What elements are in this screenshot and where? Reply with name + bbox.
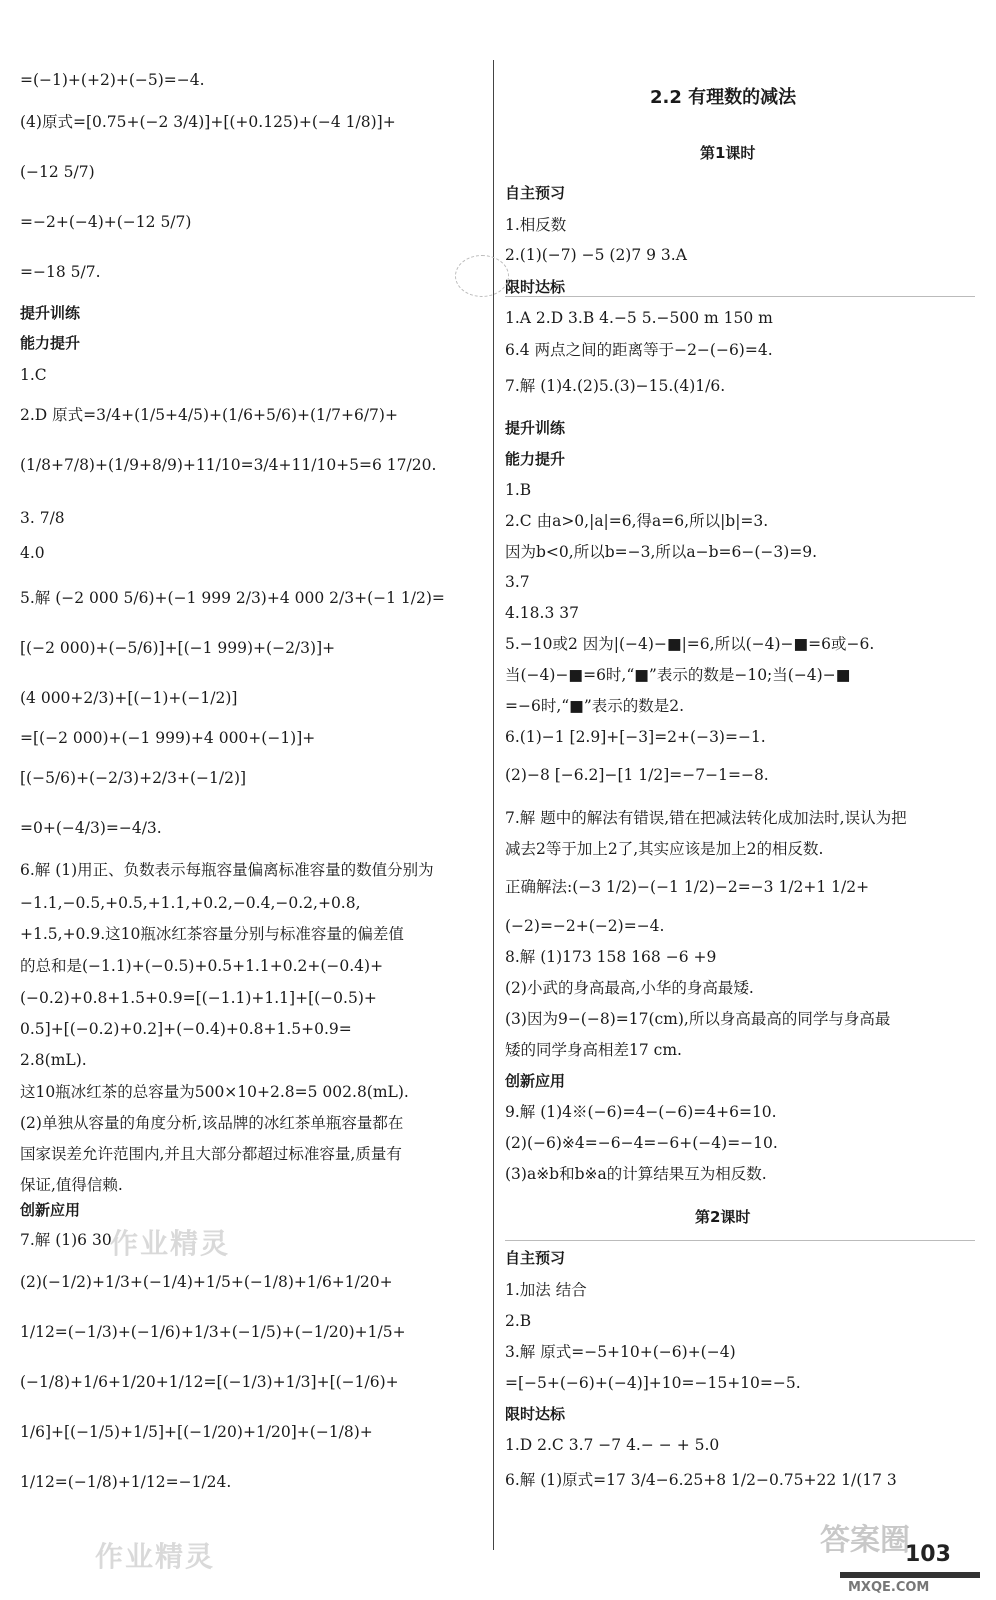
section-heading: 自主预习	[505, 1249, 566, 1267]
answer-line: 保证,值得信赖.	[20, 1176, 123, 1194]
section-heading: 提升训练	[505, 419, 566, 437]
answer-line: 5.解 (−2 000 5/6)+(−1 999 2/3)+4 000 2/3+(−1 1/2)=	[20, 589, 445, 607]
answer-line: 1.D 2.C 3.7 −7 4.− − + 5.0	[505, 1436, 720, 1454]
answer-line: 国家误差允许范围内,并且大部分都超过标准容量,质量有	[20, 1145, 402, 1163]
answer-line: =[−5+(−6)+(−4)]+10=−15+10=−5.	[505, 1374, 801, 1392]
answer-line: 这10瓶冰红茶的总容量为500×10+2.8=5 002.8(mL).	[20, 1083, 409, 1101]
answer-line: 4.0	[20, 544, 45, 562]
answer-line: (2)(−6)※4=−6−4=−6+(−4)=−10.	[505, 1134, 778, 1152]
answer-line: 3.7	[505, 573, 530, 591]
answer-line: 6.(1)−1 [2.9]+[−3]=2+(−3)=−1.	[505, 728, 766, 746]
section-heading: 限时达标	[505, 1405, 566, 1423]
section-heading: 能力提升	[20, 334, 81, 352]
answer-line: 2.B	[505, 1312, 532, 1330]
answer-line: 0.5]+[(−0.2)+0.2]+(−0.4)+0.8+1.5+0.9=	[20, 1020, 352, 1038]
answer-line: 1.相反数	[505, 216, 567, 234]
section-rule	[505, 1240, 975, 1241]
answer-line: 4.18.3 37	[505, 604, 579, 622]
answer-line: (3)a※b和b※a的计算结果互为相反数.	[505, 1165, 767, 1183]
section-heading: 提升训练	[20, 304, 81, 322]
answer-line: =−6时,“■”表示的数是2.	[505, 697, 685, 715]
answer-line: 正确解法:(−3 1/2)−(−1 1/2)−2=−3 1/2+1 1/2+	[505, 878, 870, 896]
answer-line: =(−1)+(+2)+(−5)=−4.	[20, 71, 205, 89]
watermark-url: MXQE.COM	[848, 1580, 930, 1595]
answer-line: 2.(1)(−7) −5 (2)7 9 3.A	[505, 246, 687, 264]
answer-line: 7.解 (1)4.(2)5.(3)−15.(4)1/6.	[505, 377, 726, 395]
section-heading: 能力提升	[505, 450, 566, 468]
answer-line: 6.解 (1)原式=17 3/4−6.25+8 1/2−0.75+22 1/(17 3	[505, 1471, 897, 1489]
answer-line: 3. 7/8	[20, 509, 65, 527]
answer-line: 7.解 题中的解法有错误,错在把减法转化成加法时,误认为把	[505, 809, 907, 827]
answer-line: (2)小武的身高最高,小华的身高最矮.	[505, 979, 754, 997]
answer-line: 9.解 (1)4※(−6)=4−(−6)=4+6=10.	[505, 1103, 777, 1121]
answer-line: 6.解 (1)用正、负数表示每瓶容量偏离标准容量的数值分别为	[20, 861, 434, 879]
answer-line: =0+(−4/3)=−4/3.	[20, 819, 162, 837]
lesson-heading: 第1课时	[700, 144, 756, 162]
answer-line: 当(−4)−■=6时,“■”表示的数是−10;当(−4)−■	[505, 666, 851, 684]
answer-line: [(−2 000)+(−5/6)]+[(−1 999)+(−2/3)]+	[20, 639, 336, 657]
section-heading: 自主预习	[505, 184, 566, 202]
answer-line: 1.B	[505, 481, 532, 499]
answer-line: =[(−2 000)+(−1 999)+4 000+(−1)]+	[20, 729, 316, 747]
lesson-heading: 第2课时	[695, 1208, 751, 1226]
answer-line: 1.加法 结合	[505, 1281, 587, 1299]
answer-line: (4 000+2/3)+[(−1)+(−1/2)]	[20, 689, 238, 707]
section-heading: 创新应用	[20, 1201, 81, 1219]
answer-line: =−18 5/7.	[20, 263, 101, 281]
answer-line: (4)原式=[0.75+(−2 3/4)]+[(+0.125)+(−4 1/8)]+	[20, 113, 396, 131]
answer-line: (−1/8)+1/6+1/20+1/12=[(−1/3)+1/3]+[(−1/6)+	[20, 1373, 399, 1391]
answer-line: 1.C	[20, 366, 47, 384]
answer-line: =−2+(−4)+(−12 5/7)	[20, 213, 192, 231]
page-number: 103	[905, 1542, 951, 1567]
answer-line: 1/12=(−1/3)+(−1/6)+1/3+(−1/5)+(−1/20)+1/5+	[20, 1323, 406, 1341]
answer-line: 8.解 (1)173 158 168 −6 +9	[505, 948, 717, 966]
answer-line: 1/12=(−1/8)+1/12=−1/24.	[20, 1473, 232, 1491]
answer-line: (−0.2)+0.8+1.5+0.9=[(−1.1)+1.1]+[(−0.5)+	[20, 989, 377, 1007]
answer-line: (2)单独从容量的角度分析,该品牌的冰红茶单瓶容量都在	[20, 1114, 404, 1132]
answer-line: 减去2等于加上2了,其实应该是加上2的相反数.	[505, 840, 824, 858]
watermark-text: 作业精灵	[95, 1540, 216, 1573]
answer-line: −1.1,−0.5,+0.5,+1.1,+0.2,−0.4,−0.2,+0.8,	[20, 894, 361, 912]
answer-line: +1.5,+0.9.这10瓶冰红茶容量分别与标准容量的偏差值	[20, 925, 404, 943]
section-heading: 创新应用	[505, 1072, 566, 1090]
answer-line: 3.解 原式=−5+10+(−6)+(−4)	[505, 1343, 736, 1361]
answer-line: 2.8(mL).	[20, 1051, 87, 1069]
answer-line: 矮的同学身高相差17 cm.	[505, 1041, 682, 1059]
answer-line: 因为b<0,所以b=−3,所以a−b=6−(−3)=9.	[505, 543, 818, 561]
answer-line: (3)因为9−(−8)=17(cm),所以身高最高的同学与身高最	[505, 1010, 891, 1028]
stamp-mark	[455, 255, 509, 297]
answer-line: (2)(−1/2)+1/3+(−1/4)+1/5+(−1/8)+1/6+1/20+	[20, 1273, 393, 1291]
answer-line: (−2)=−2+(−2)=−4.	[505, 917, 665, 935]
section-heading: 限时达标	[505, 278, 566, 296]
answer-line: 5.−10或2 因为|(−4)−■|=6,所以(−4)−■=6或−6.	[505, 635, 875, 653]
answer-line: 2.C 由a>0,|a|=6,得a=6,所以|b|=3.	[505, 512, 769, 530]
answer-line: (2)−8 [−6.2]−[1 1/2]=−7−1=−8.	[505, 766, 769, 784]
section-title: 2.2 有理数的减法	[650, 87, 797, 108]
answer-line: (1/8+7/8)+(1/9+8/9)+11/10=3/4+11/10+5=6 17/20.	[20, 456, 437, 474]
answer-line: 2.D 原式=3/4+(1/5+4/5)+(1/6+5/6)+(1/7+6/7)+	[20, 406, 398, 424]
answer-line: (−12 5/7)	[20, 163, 95, 181]
answer-line: 1.A 2.D 3.B 4.−5 5.−500 m 150 m	[505, 309, 773, 327]
watermark-text: 作业精灵	[110, 1227, 231, 1260]
section-rule	[505, 296, 975, 297]
page-footer-bar	[840, 1572, 980, 1578]
answer-line: 7.解 (1)6 30	[20, 1231, 112, 1249]
watermark-logo: 答案圈	[820, 1523, 910, 1558]
answer-line: 的总和是(−1.1)+(−0.5)+0.5+1.1+0.2+(−0.4)+	[20, 957, 384, 975]
answer-line: 1/6]+[(−1/5)+1/5]+[(−1/20)+1/20]+(−1/8)+	[20, 1423, 373, 1441]
answer-line: 6.4 两点之间的距离等于−2−(−6)=4.	[505, 341, 773, 359]
answer-line: [(−5/6)+(−2/3)+2/3+(−1/2)]	[20, 769, 247, 787]
